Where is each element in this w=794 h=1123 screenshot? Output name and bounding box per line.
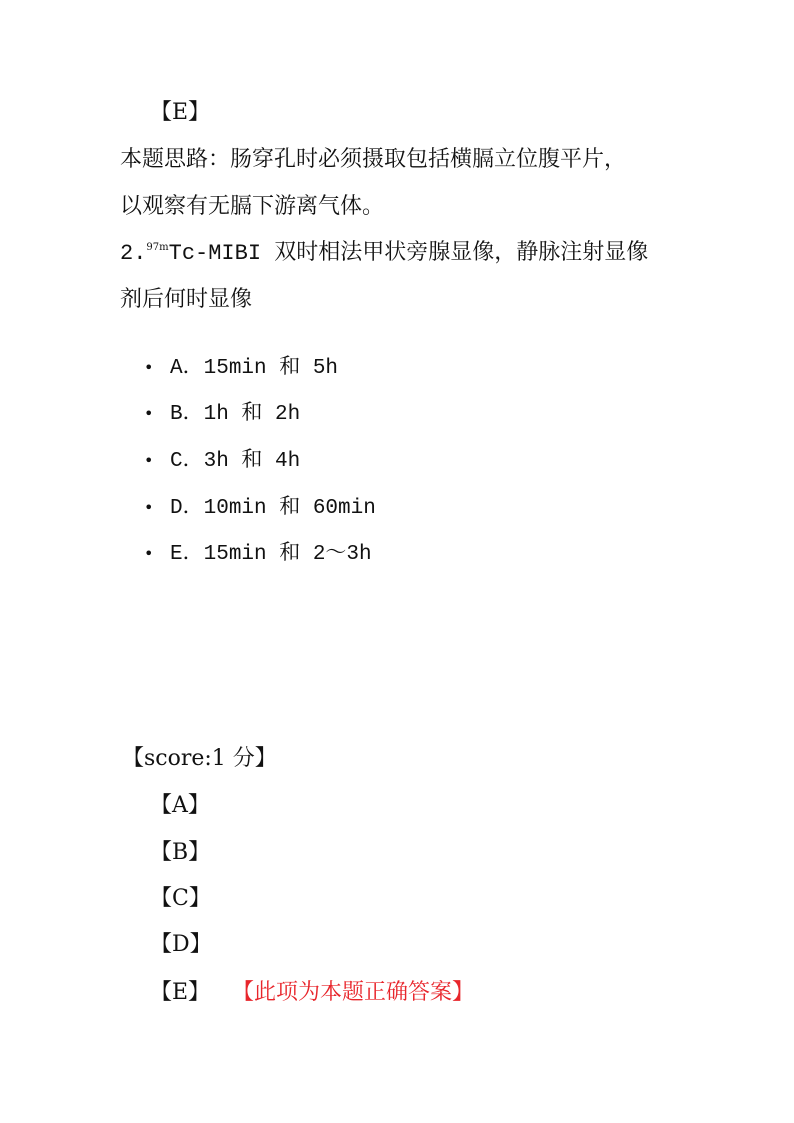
score-label: 【score:1 分】 <box>122 746 277 771</box>
option-d[interactable] <box>144 492 376 523</box>
option-letter: D． <box>170 497 204 520</box>
bullet-icon: • <box>144 403 154 423</box>
option-letter: C． <box>170 450 204 473</box>
answer-b: 【B】 <box>150 840 211 865</box>
option-text: 3h 和 4h <box>203 450 301 473</box>
bullet-icon: • <box>144 543 154 563</box>
option-c[interactable] <box>144 445 300 476</box>
option-text: 15min 和 2～3h <box>203 543 372 566</box>
isotope-superscript: 97m <box>146 242 169 253</box>
question-number: 2. <box>120 241 147 266</box>
previous-answer-label: 【E】 <box>150 100 211 125</box>
answer-d: 【D】 <box>150 932 212 957</box>
question-text-start: Tc-MIBI 双时相法甲状旁腺显像，静脉注射显像 <box>168 241 649 266</box>
option-text: 1h 和 2h <box>203 403 301 426</box>
bullet-icon: • <box>144 497 154 517</box>
explanation-line-1: 本题思路：肠穿孔时必须摄取包括横膈立位腹平片， <box>120 147 627 172</box>
answer-e: 【E】 <box>150 980 211 1005</box>
bullet-icon: • <box>144 450 154 470</box>
option-b[interactable] <box>144 398 300 429</box>
option-letter: B． <box>170 403 204 426</box>
option-text: 15min 和 5h <box>203 357 339 380</box>
option-letter: E． <box>170 543 204 566</box>
answer-c: 【C】 <box>150 886 211 911</box>
question-line-1 <box>120 238 648 269</box>
explanation-line-2: 以观察有无膈下游离气体。 <box>120 194 385 219</box>
question-line-2: 剂后何时显像 <box>120 287 253 312</box>
option-e[interactable] <box>144 538 372 569</box>
bullet-icon: • <box>144 357 154 377</box>
correct-answer-note: 【此项为本题正确答案】 <box>232 980 475 1005</box>
option-text: 10min 和 60min <box>203 497 376 520</box>
option-letter: A． <box>170 357 204 380</box>
option-a[interactable] <box>144 352 338 383</box>
answer-a: 【A】 <box>150 793 210 818</box>
